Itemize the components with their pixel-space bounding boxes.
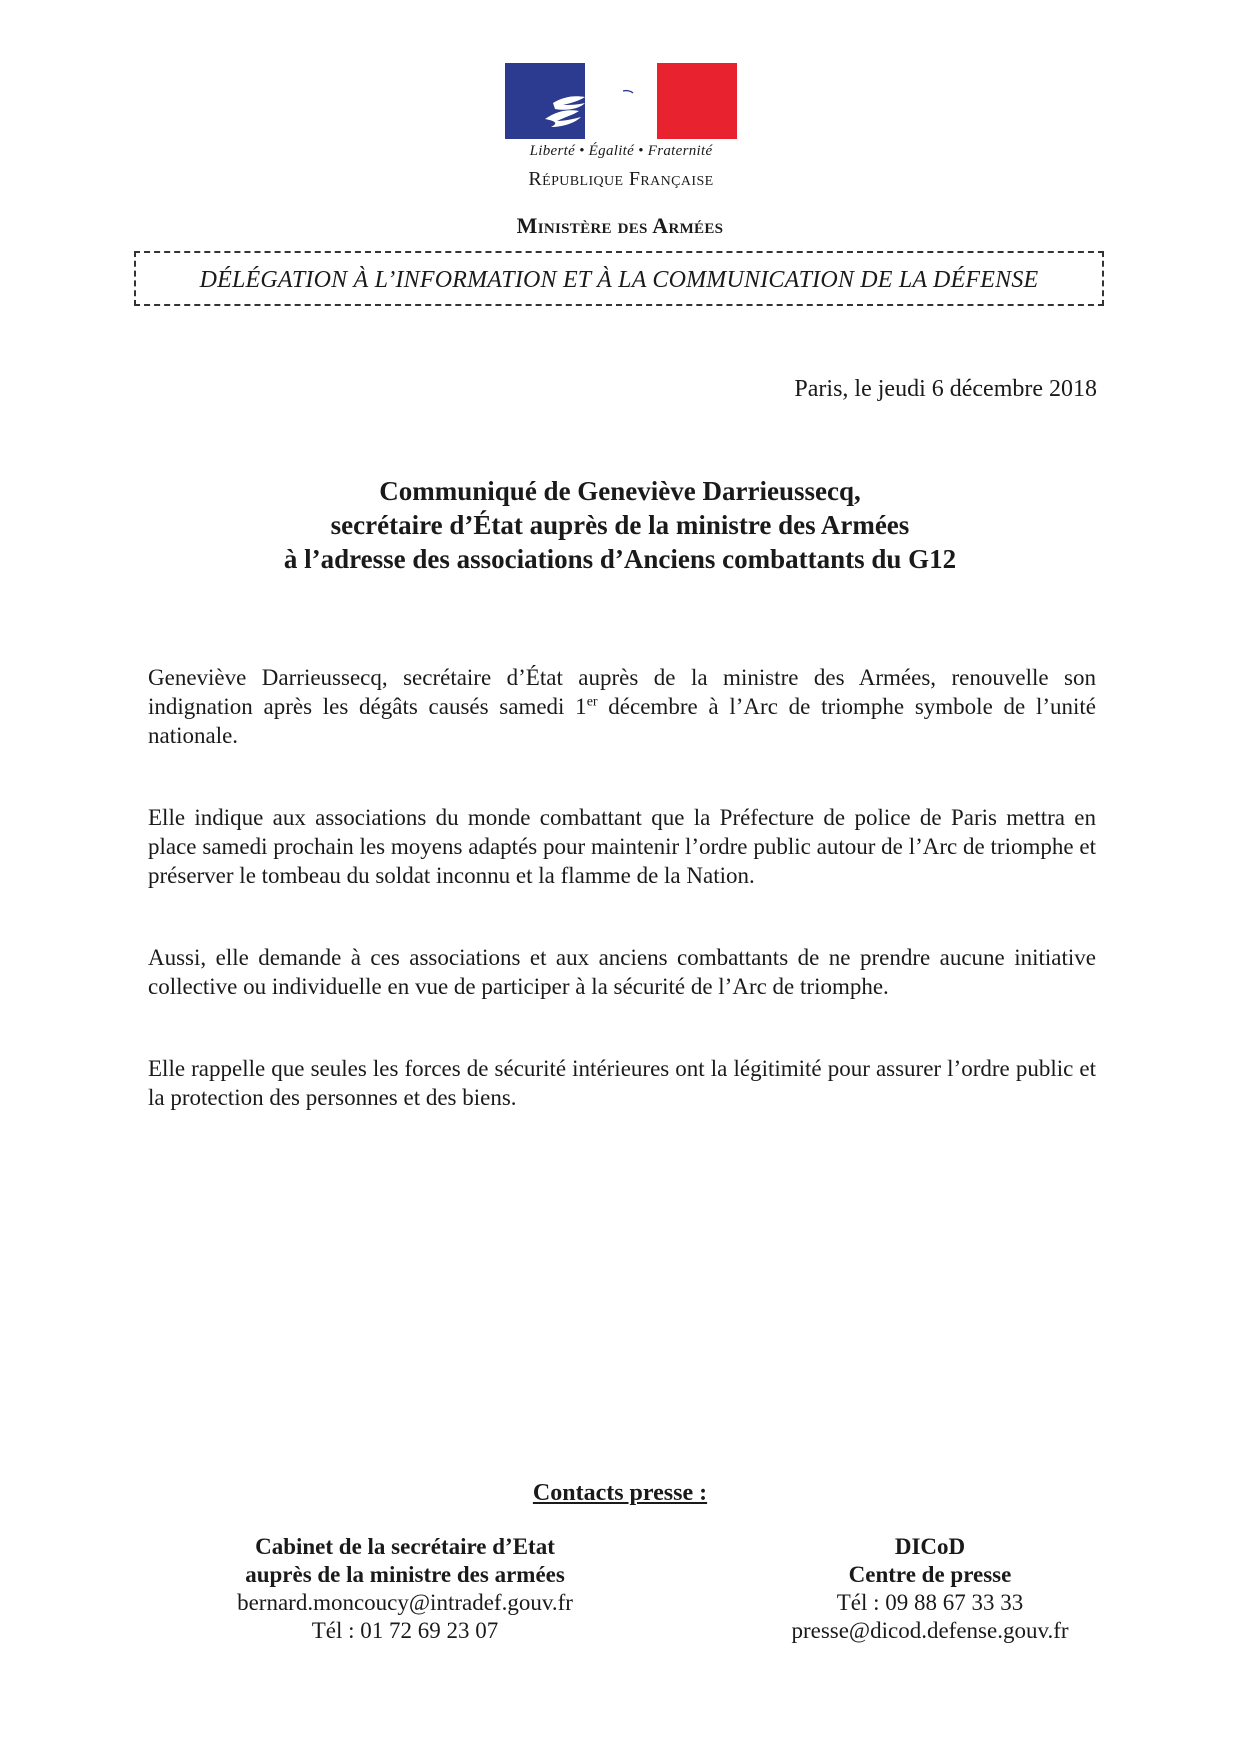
press-release-headline	[0, 474, 1240, 576]
paragraph-4: Elle rappelle que seules les forces de sécurité intérieures ont la légitimité pour assurer l’ordre public et la protection des personnes et des biens.	[148, 1056, 1096, 1110]
republic-name: République Française	[528, 168, 714, 190]
contact-dicod	[720, 1533, 1140, 1645]
marianne-flag-icon	[505, 63, 737, 139]
contact-cabinet-email: bernard.moncoucy@intradef.gouv.fr	[237, 1590, 573, 1615]
contact-cabinet-line-1: Cabinet de la secrétaire d’Etat	[255, 1534, 555, 1559]
contact-dicod-phone: Tél : 09 88 67 33 33	[836, 1590, 1024, 1615]
contact-dicod-email: presse@dicod.defense.gouv.fr	[791, 1618, 1069, 1643]
republic-motto: Liberté • Égalité • Fraternité	[529, 143, 713, 159]
document-date: Paris, le jeudi 6 décembre 2018	[794, 376, 1097, 402]
delegation-title: DÉLÉGATION À L’INFORMATION ET À LA COMMUNICATION DE LA DÉFENSE	[199, 267, 1039, 293]
paragraph-3: Aussi, elle demande à ces associations et aux anciens combattants de ne prendre aucune initiative collective ou individuelle en vue de participer à la sécurité de l’Arc de triomphe.	[148, 945, 1096, 999]
ordinal-superscript: er	[586, 694, 598, 710]
paragraph-1-end: décembre à l’Arc de triomphe symbole de l’unité nationale.	[148, 694, 1096, 748]
contact-cabinet-line-2: auprès de la ministre des armées	[245, 1562, 565, 1587]
paragraph-1	[148, 663, 1096, 750]
headline-line-1: Communiqué de Geneviève Darrieussecq,	[379, 476, 861, 506]
contact-dicod-line-1: DICoD	[894, 1534, 966, 1559]
paragraph-1-start: Geneviève Darrieussecq, secrétaire d’État auprès de la ministre des Armées, renouvelle son indignation après les dégâts causés samedi 1	[148, 665, 1096, 719]
headline-line-2: secrétaire d’État auprès de la ministre des Armées	[330, 510, 910, 540]
contacts-title: Contacts presse :	[532, 1480, 708, 1506]
paragraph-2: Elle indique aux associations du monde combattant que la Préfecture de police de Paris mettra en place samedi prochain les moyens adaptés pour maintenir l’ordre public autour de l’Arc de triomphe et préserver le tombeau du soldat inconnu et la flamme de la Nation.	[148, 805, 1096, 888]
contact-cabinet	[195, 1533, 615, 1645]
ministry-title: Ministère des Armées	[516, 213, 724, 238]
marianne-logo	[505, 63, 737, 193]
headline-line-3: à l’adresse des associations d’Anciens combattants du G12	[283, 544, 957, 574]
contact-cabinet-phone: Tél : 01 72 69 23 07	[311, 1618, 499, 1643]
contact-dicod-line-2: Centre de presse	[848, 1562, 1012, 1587]
delegation-box	[134, 251, 1104, 306]
